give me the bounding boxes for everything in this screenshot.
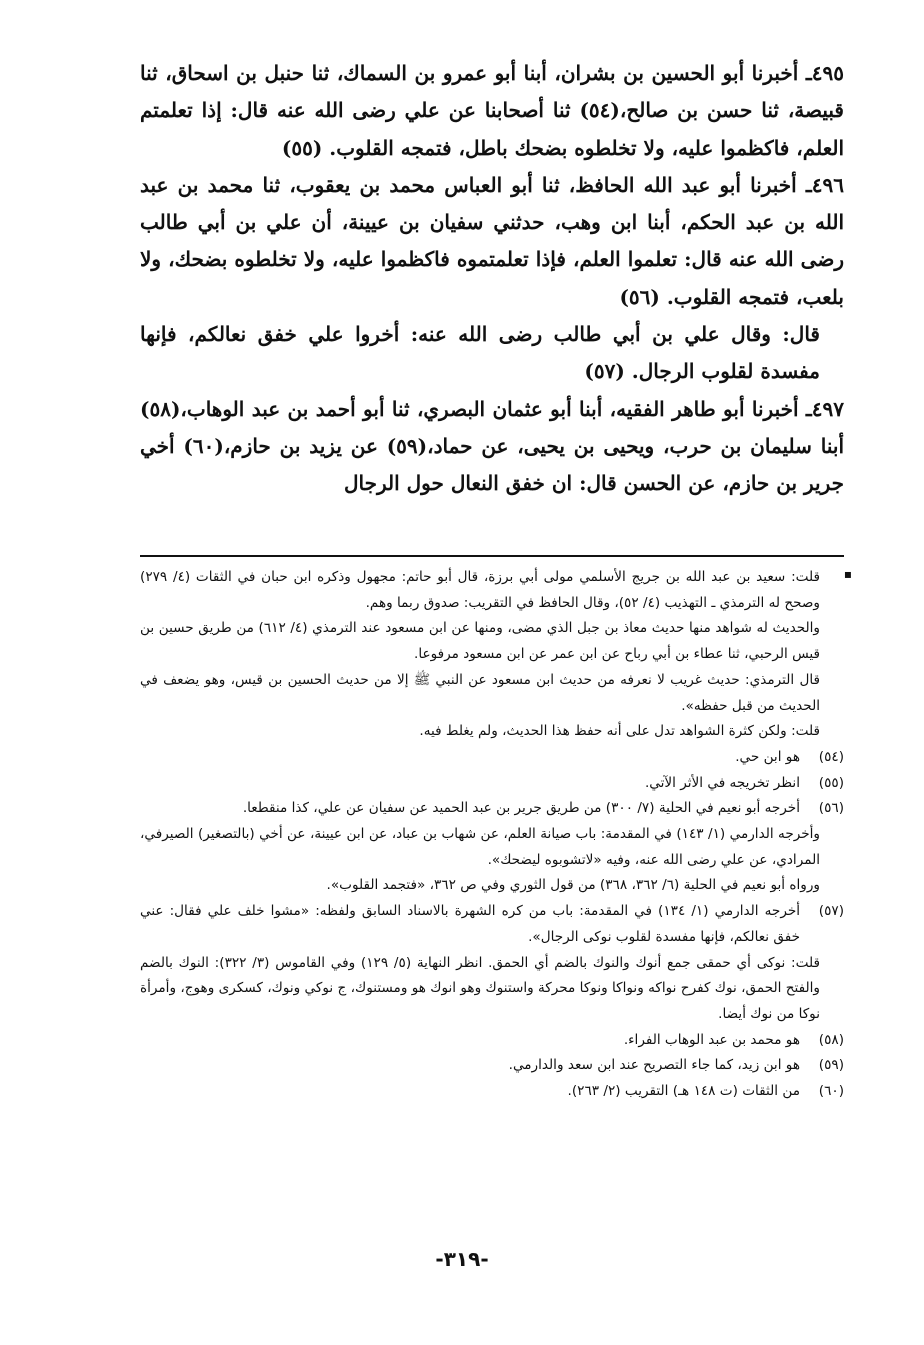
footnote-line: قلت: ولكن كثرة الشواهد تدل على أنه حفظ هذا الحديث، ولم يغلط فيه. — [419, 723, 820, 740]
footnote-number: (٥٤) — [818, 748, 844, 765]
paragraph-495: ٤٩٥ـ أخبرنا أبو الحسين بن بشران، أبنا أبو عمرو بن السماك، ثنا حنبل بن اسحاق، ثنا قبيصة، ثنا حسن بن صالح،(٥٤) ثنا أصحابنا عن علي رضى الله عنه قال: إذا تعلمتم العلم، فاكظموا عليه، ولا تخلطوه بضحك باطل، فتمجه القلوب. (٥٥) — [140, 61, 844, 160]
footnote-number: (٥٥) — [818, 774, 844, 791]
footnote-marker-icon: ▪ — [843, 567, 852, 581]
footnote-line: ورواه أبو نعيم في الحلية (٦/ ٣٦٢، ٣٦٨) من قول الثوري وفي ص ٣٦٢، «فتجمد القلوب». — [326, 877, 820, 894]
footnote-54 — [140, 745, 844, 771]
paragraph-497: ٤٩٧ـ أخبرنا أبو طاهر الفقيه، أبنا أبو عثمان البصري، ثنا أبو أحمد بن عبد الوهاب،(٥٨) أبنا سليمان بن حرب، ويحيى بن يحيى، عن حماد،(٥٩) عن يزيد بن حازم،(٦٠) أخي جرير بن حازم، عن الحسن قال: ان خفق النعال حول الرجال — [140, 396, 844, 496]
footnote-line: قلت: سعيد بن عبد الله بن جريج الأسلمي مولى أبي برزة، قال أبو حاتم: مجهول وذكره ابن حبان في الثقات (٤/ ٢٧٩) وصحح له الترمذي ـ التهذيب (٤/ ٥٢)، وقال الحافظ في التقريب: صدوق ربما وهم. — [140, 569, 820, 611]
footnote-number: (٥٨) — [818, 1031, 844, 1048]
footnote-text: أخرجه الدارمي (١/ ١٣٤) في المقدمة: باب من كره الشهرة بالاسناد السابق ولفظه: «مشوا خلف علي فقال: عني خفق نعالكم، فإنها مفسدة لقلوب نوكى الرجال». — [140, 903, 800, 945]
footnote-text: هو ابن حي. — [735, 748, 800, 765]
footnote-58 — [140, 1028, 844, 1054]
page-number: -٣١٩- — [435, 1247, 489, 1271]
footnote-text: من الثقات (ت ١٤٨ هـ) التقريب (٢/ ٢٦٣). — [567, 1083, 800, 1100]
footnote-text: أخرجه أبو نعيم في الحلية (٧/ ٣٠٠) من طريق جرير بن عبد الحميد عن سفيان عن علي، كذا منقطعا. — [242, 800, 800, 817]
paragraph-496: ٤٩٦ـ أخبرنا أبو عبد الله الحافظ، ثنا أبو العباس محمد بن يعقوب، ثنا محمد بن عبد الله بن عبد الحكم، أبنا ابن وهب، حدثني سفيان بن عيينة، أن علي بن أبي طالب رضى الله عنه قال: تعلموا العلم، فإذا تعلمتموه فاكظموا عليه، ولا تخلطوه بضحك، ولا بلعب، فتمجه القلوب. (٥٦) — [140, 172, 845, 309]
footnote-59 — [140, 1053, 844, 1079]
footnote-56 — [140, 796, 844, 822]
footnote-separator — [140, 555, 844, 557]
footnote-text: هو محمد بن عبد الوهاب الفراء. — [623, 1031, 800, 1048]
footnote-number: (٥٦) — [818, 800, 844, 817]
footnote-line: قال الترمذي: حديث غريب لا نعرفه من حديث ابن مسعود عن النبي ﷺ إلا من حديث الحسين بن قيس، وهو يضعف في الحديث من قبل حفظه». — [140, 671, 820, 714]
main-text — [140, 55, 844, 503]
footnote-text: انظر تخريجه في الأثر الآتي. — [644, 774, 800, 791]
footnote-57 — [140, 899, 844, 950]
footnote-number: (٥٧) — [818, 903, 844, 920]
footnote-line: والحديث له شواهد منها حديث معاذ بن جبل الذي مضى، ومنها عن ابن مسعود عند الترمذي (٤/ ٦١٢) من طريق حسين بن قيس الرحبي، ثنا عطاء بن أبي رباح عن ابن عمر عن ابن مسعود مرفوعا. — [140, 620, 820, 663]
footnote-text: هو ابن زيد، كما جاء التصريح عند ابن سعد والدارمي. — [508, 1057, 800, 1074]
footnotes — [140, 565, 844, 1105]
footnote-number: (٦٠) — [818, 1083, 844, 1100]
paragraph-qal: قال: وقال علي بن أبي طالب رضى الله عنه: أخروا علي خفق نعالكم، فإنها مفسدة لقلوب الرجال. (٥٧) — [140, 322, 820, 384]
footnote-55 — [140, 771, 844, 797]
footnote-number: (٥٩) — [818, 1057, 844, 1074]
footnote-line: قلت: نوكى أي حمقى جمع أنوك والنوك بالضم أي الحمق. انظر النهاية (٥/ ١٢٩) وفي القاموس (٣/ ٣٢٢): النوك بالضم والفتح الحمق، نوك كفرح نواكه ونواكا ونوكا محركة واستنوك وهو انوك هو ومستنوك، ج نوكي ونوك، كسكرى وهوج، وأمرأة نوكا من نوك أيضا. — [140, 954, 820, 1022]
footnote-60 — [140, 1079, 844, 1105]
footnote-line: وأخرجه الدارمي (١/ ١٤٣) في المقدمة: باب صيانة العلم، عن شهاب بن عباد، عن ابن عيينة، عن أخي (بالتصغير) الصيرفي، المرادي، عن علي رضى الله عنه، وفيه «لاتشوبوه ليضحك». — [140, 826, 820, 868]
document-page — [140, 55, 852, 1317]
